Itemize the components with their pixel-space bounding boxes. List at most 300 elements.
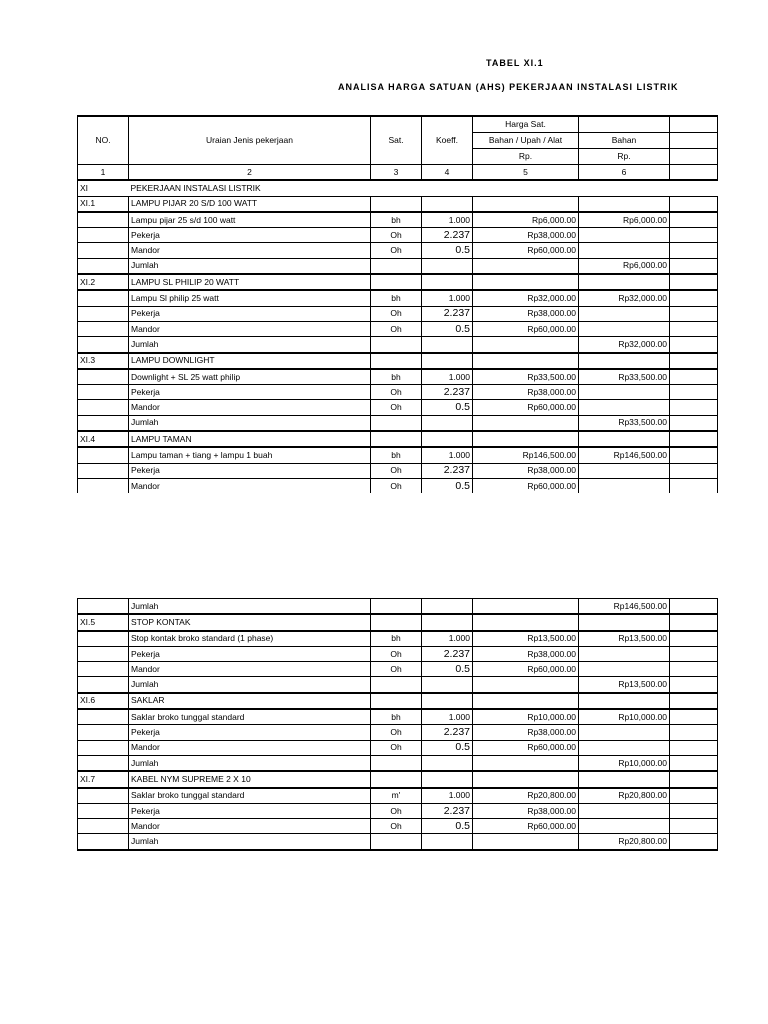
item-uraian: Pekerja: [129, 646, 371, 661]
item-sat: Oh: [371, 400, 422, 415]
item-uraian: Stop kontak broko standard (1 phase): [129, 631, 371, 647]
item-sat: m': [371, 788, 422, 804]
table-row: [78, 400, 718, 415]
item-koef: 2.237: [422, 646, 473, 661]
jumlah-row: [78, 337, 718, 353]
jumlah-total: Rp33,500.00: [579, 415, 670, 431]
header-empty: [579, 116, 670, 133]
empty-cell: [371, 677, 422, 693]
item-bahan: [579, 725, 670, 740]
col-num: 4: [422, 165, 473, 181]
empty-cell: [670, 321, 718, 336]
empty-cell: [78, 755, 129, 771]
empty-cell: [78, 290, 129, 306]
table-row: [78, 725, 718, 740]
table-row: [78, 447, 718, 463]
empty-cell: [78, 599, 129, 615]
jumlah-total: Rp10,000.00: [579, 755, 670, 771]
item-harga: Rp6,000.00: [473, 212, 579, 228]
empty-cell: [670, 400, 718, 415]
empty-cell: [371, 771, 422, 787]
empty-cell: [422, 337, 473, 353]
empty-cell: [422, 258, 473, 274]
col-num: 2: [129, 165, 371, 181]
empty-cell: [78, 415, 129, 431]
header-sat: Sat.: [371, 116, 422, 165]
empty-cell: [670, 447, 718, 463]
empty-cell: [473, 274, 579, 290]
jumlah-label: Jumlah: [129, 599, 371, 615]
item-bahan: Rp10,000.00: [579, 709, 670, 725]
item-bahan: [579, 740, 670, 755]
jumlah-label: Jumlah: [129, 258, 371, 274]
empty-cell: [670, 274, 718, 290]
group-label: SAKLAR: [129, 693, 371, 709]
item-bahan: Rp20,800.00: [579, 788, 670, 804]
empty-cell: [670, 725, 718, 740]
header-uraian: Uraian Jenis pekerjaan: [129, 116, 371, 165]
item-sat: Oh: [371, 662, 422, 677]
group-header-row: [78, 274, 718, 290]
empty-cell: [579, 274, 670, 290]
empty-cell: [670, 662, 718, 677]
item-koef: 2.237: [422, 725, 473, 740]
item-bahan: [579, 321, 670, 336]
item-sat: Oh: [371, 321, 422, 336]
col-num: 5: [473, 165, 579, 181]
item-uraian: Lampu pijar 25 s/d 100 watt: [129, 212, 371, 228]
item-sat: bh: [371, 212, 422, 228]
empty-cell: [371, 755, 422, 771]
empty-cell: [371, 599, 422, 615]
empty-cell: [473, 834, 579, 850]
empty-cell: [670, 463, 718, 478]
item-bahan: Rp33,500.00: [579, 369, 670, 385]
empty-cell: [670, 819, 718, 834]
item-harga: Rp60,000.00: [473, 740, 579, 755]
group-no: XI.7: [78, 771, 129, 787]
jumlah-row: [78, 755, 718, 771]
item-bahan: Rp13,500.00: [579, 631, 670, 647]
item-harga: Rp38,000.00: [473, 228, 579, 243]
empty-cell: [670, 212, 718, 228]
item-sat: bh: [371, 631, 422, 647]
item-uraian: Mandor: [129, 662, 371, 677]
item-sat: bh: [371, 290, 422, 306]
empty-cell: [473, 693, 579, 709]
item-koef: 2.237: [422, 803, 473, 818]
item-harga: Rp60,000.00: [473, 400, 579, 415]
empty-cell: [670, 709, 718, 725]
empty-cell: [422, 755, 473, 771]
empty-cell: [473, 771, 579, 787]
table-row: [78, 290, 718, 306]
empty-cell: [78, 740, 129, 755]
empty-cell: [670, 478, 718, 493]
empty-cell: [473, 196, 579, 212]
empty-cell: [670, 740, 718, 755]
table-row: [78, 646, 718, 661]
item-harga: Rp20,800.00: [473, 788, 579, 804]
empty-cell: [371, 274, 422, 290]
item-harga: Rp10,000.00: [473, 709, 579, 725]
jumlah-label: Jumlah: [129, 755, 371, 771]
empty-cell: [670, 803, 718, 818]
item-bahan: [579, 385, 670, 400]
table-row: [78, 243, 718, 258]
empty-cell: [78, 228, 129, 243]
item-uraian: Pekerja: [129, 385, 371, 400]
item-koef: 2.237: [422, 385, 473, 400]
item-bahan: [579, 400, 670, 415]
empty-cell: [670, 631, 718, 647]
empty-cell: [422, 274, 473, 290]
item-sat: Oh: [371, 478, 422, 493]
section-no: XI: [78, 180, 129, 196]
item-koef: 2.237: [422, 306, 473, 321]
item-sat: Oh: [371, 228, 422, 243]
table-row: [78, 385, 718, 400]
empty-cell: [422, 834, 473, 850]
group-label: LAMPU SL PHILIP 20 WATT: [129, 274, 371, 290]
table-page-1: [77, 115, 691, 492]
empty-cell: [78, 803, 129, 818]
group-no: XI.2: [78, 274, 129, 290]
empty-cell: [422, 599, 473, 615]
item-bahan: [579, 478, 670, 493]
jumlah-total: Rp146,500.00: [579, 599, 670, 615]
empty-cell: [422, 614, 473, 630]
group-label: LAMPU PIJAR 20 S/D 100 WATT: [129, 196, 371, 212]
empty-cell: [670, 755, 718, 771]
item-harga: Rp60,000.00: [473, 819, 579, 834]
header-harga-sat: Harga Sat.: [473, 116, 579, 133]
empty-cell: [78, 463, 129, 478]
item-sat: Oh: [371, 740, 422, 755]
col-num: 6: [579, 165, 670, 181]
item-koef: 0.5: [422, 243, 473, 258]
header-rp-harga: Rp.: [473, 149, 579, 165]
item-bahan: [579, 646, 670, 661]
item-sat: Oh: [371, 385, 422, 400]
group-no: XI.3: [78, 353, 129, 369]
empty-cell: [473, 337, 579, 353]
empty-cell: [78, 819, 129, 834]
empty-cell: [670, 369, 718, 385]
item-sat: Oh: [371, 243, 422, 258]
table-row: [78, 228, 718, 243]
group-header-row: [78, 353, 718, 369]
jumlah-total: Rp13,500.00: [579, 677, 670, 693]
group-header-row: [78, 693, 718, 709]
item-harga: Rp38,000.00: [473, 463, 579, 478]
empty-cell: [579, 693, 670, 709]
jumlah-row: [78, 834, 718, 850]
jumlah-total: Rp6,000.00: [579, 258, 670, 274]
empty-cell: [670, 788, 718, 804]
empty-cell: [422, 353, 473, 369]
item-koef: 1.000: [422, 290, 473, 306]
empty-cell: [78, 677, 129, 693]
item-harga: Rp13,500.00: [473, 631, 579, 647]
empty-cell: [670, 290, 718, 306]
header-koef: Koeff.: [422, 116, 473, 165]
ahs-table-part-1: [77, 115, 718, 493]
item-bahan: [579, 662, 670, 677]
item-sat: Oh: [371, 306, 422, 321]
empty-cell: [670, 834, 718, 850]
item-uraian: Pekerja: [129, 228, 371, 243]
jumlah-total: Rp32,000.00: [579, 337, 670, 353]
empty-cell: [422, 196, 473, 212]
item-sat: Oh: [371, 819, 422, 834]
item-bahan: Rp146,500.00: [579, 447, 670, 463]
item-harga: Rp38,000.00: [473, 646, 579, 661]
empty-cell: [371, 353, 422, 369]
item-bahan: [579, 243, 670, 258]
empty-cell: [473, 431, 579, 447]
empty-cell: [78, 478, 129, 493]
empty-cell: [579, 196, 670, 212]
item-uraian: Mandor: [129, 478, 371, 493]
empty-cell: [579, 353, 670, 369]
empty-cell: [670, 646, 718, 661]
empty-cell: [670, 243, 718, 258]
table-row: [78, 709, 718, 725]
item-sat: Oh: [371, 725, 422, 740]
empty-cell: [579, 614, 670, 630]
empty-cell: [78, 306, 129, 321]
empty-cell: [473, 415, 579, 431]
item-bahan: [579, 228, 670, 243]
table-row: [78, 740, 718, 755]
item-koef: 2.237: [422, 228, 473, 243]
empty-cell: [78, 709, 129, 725]
item-sat: Oh: [371, 463, 422, 478]
empty-cell: [670, 228, 718, 243]
item-harga: Rp38,000.00: [473, 306, 579, 321]
empty-cell: [78, 447, 129, 463]
table-row: [78, 463, 718, 478]
empty-cell: [473, 599, 579, 615]
item-koef: 2.237: [422, 463, 473, 478]
empty-cell: [78, 725, 129, 740]
jumlah-label: Jumlah: [129, 415, 371, 431]
item-bahan: [579, 803, 670, 818]
item-uraian: Downlight + SL 25 watt philip: [129, 369, 371, 385]
empty-cell: [371, 834, 422, 850]
table-subtitle: ANALISA HARGA SATUAN (AHS) PEKERJAAN INSTALASI LISTRIK: [338, 82, 679, 92]
empty-cell: [473, 258, 579, 274]
table-row: [78, 631, 718, 647]
item-harga: Rp60,000.00: [473, 321, 579, 336]
empty-cell: [422, 415, 473, 431]
item-sat: Oh: [371, 646, 422, 661]
item-koef: 0.5: [422, 478, 473, 493]
group-header-row: [78, 614, 718, 630]
empty-cell: [579, 771, 670, 787]
item-uraian: Pekerja: [129, 725, 371, 740]
empty-cell: [371, 614, 422, 630]
item-harga: Rp38,000.00: [473, 725, 579, 740]
empty-cell: [78, 631, 129, 647]
empty-cell: [670, 353, 718, 369]
empty-cell: [579, 431, 670, 447]
empty-cell: [670, 771, 718, 787]
empty-cell: [371, 196, 422, 212]
empty-cell: [670, 431, 718, 447]
empty-cell: [422, 431, 473, 447]
table-title: TABEL XI.1: [486, 58, 544, 68]
empty-cell: [78, 646, 129, 661]
empty-cell: [422, 693, 473, 709]
table-row: [78, 819, 718, 834]
item-koef: 0.5: [422, 662, 473, 677]
item-uraian: Pekerja: [129, 803, 371, 818]
empty-cell: [473, 353, 579, 369]
item-harga: Rp60,000.00: [473, 478, 579, 493]
empty-cell: [670, 258, 718, 274]
item-koef: 1.000: [422, 788, 473, 804]
empty-cell: [78, 321, 129, 336]
table-row: [78, 803, 718, 818]
empty-cell: [78, 662, 129, 677]
empty-cell: [371, 415, 422, 431]
header-bahan: Bahan: [579, 133, 670, 149]
jumlah-label: Jumlah: [129, 337, 371, 353]
header-no: NO.: [78, 116, 129, 165]
item-uraian: Mandor: [129, 740, 371, 755]
item-uraian: Mandor: [129, 819, 371, 834]
empty-cell: [371, 337, 422, 353]
item-bahan: Rp32,000.00: [579, 290, 670, 306]
item-harga: Rp60,000.00: [473, 662, 579, 677]
empty-cell: [371, 693, 422, 709]
table-row: [78, 662, 718, 677]
item-sat: bh: [371, 447, 422, 463]
empty-cell: [78, 400, 129, 415]
item-koef: 1.000: [422, 447, 473, 463]
empty-cell: [473, 755, 579, 771]
empty-cell: [670, 337, 718, 353]
group-header-row: [78, 431, 718, 447]
empty-cell: [78, 369, 129, 385]
table-row: [78, 369, 718, 385]
item-koef: 0.5: [422, 819, 473, 834]
jumlah-row: [78, 677, 718, 693]
empty-cell: [473, 614, 579, 630]
item-harga: Rp32,000.00: [473, 290, 579, 306]
section-label: PEKERJAAN INSTALASI LISTRIK: [129, 180, 718, 196]
item-uraian: Mandor: [129, 243, 371, 258]
item-uraian: Saklar broko tunggal standard: [129, 709, 371, 725]
table-row: [78, 212, 718, 228]
item-sat: Oh: [371, 803, 422, 818]
empty-cell: [670, 599, 718, 615]
ahs-table-part-2: [77, 598, 718, 851]
table-row: [78, 478, 718, 493]
item-harga: Rp146,500.00: [473, 447, 579, 463]
empty-cell: [473, 677, 579, 693]
group-no: XI.5: [78, 614, 129, 630]
empty-cell: [422, 771, 473, 787]
jumlah-row: [78, 599, 718, 615]
empty-cell: [422, 677, 473, 693]
empty-cell: [78, 243, 129, 258]
empty-cell: [670, 693, 718, 709]
item-harga: Rp38,000.00: [473, 803, 579, 818]
empty-cell: [78, 788, 129, 804]
empty-cell: [670, 385, 718, 400]
item-harga: Rp33,500.00: [473, 369, 579, 385]
item-bahan: Rp6,000.00: [579, 212, 670, 228]
table-row: [78, 321, 718, 336]
table-row: [78, 788, 718, 804]
group-no: XI.1: [78, 196, 129, 212]
item-koef: 1.000: [422, 709, 473, 725]
group-no: XI.6: [78, 693, 129, 709]
empty-cell: [670, 614, 718, 630]
jumlah-label: Jumlah: [129, 834, 371, 850]
table-row: [78, 306, 718, 321]
empty-cell: [670, 415, 718, 431]
group-header-row: [78, 196, 718, 212]
item-uraian: Lampu taman + tiang + lampu 1 buah: [129, 447, 371, 463]
item-koef: 1.000: [422, 631, 473, 647]
empty-cell: [78, 212, 129, 228]
empty-cell: [78, 258, 129, 274]
table-page-2: [77, 598, 691, 846]
empty-cell: [78, 385, 129, 400]
header-bahan-upah-alat: Bahan / Upah / Alat: [473, 133, 579, 149]
group-no: XI.4: [78, 431, 129, 447]
jumlah-label: Jumlah: [129, 677, 371, 693]
group-label: STOP KONTAK: [129, 614, 371, 630]
item-sat: bh: [371, 369, 422, 385]
item-koef: 1.000: [422, 212, 473, 228]
item-bahan: [579, 463, 670, 478]
group-label: KABEL NYM SUPREME 2 X 10: [129, 771, 371, 787]
item-uraian: Saklar broko tunggal standard: [129, 788, 371, 804]
empty-cell: [371, 258, 422, 274]
item-bahan: [579, 306, 670, 321]
col-num: 3: [371, 165, 422, 181]
empty-cell: [78, 834, 129, 850]
jumlah-total: Rp20,800.00: [579, 834, 670, 850]
empty-cell: [371, 431, 422, 447]
item-koef: 0.5: [422, 740, 473, 755]
item-uraian: Lampu Sl philip 25 watt: [129, 290, 371, 306]
item-koef: 0.5: [422, 321, 473, 336]
item-harga: Rp60,000.00: [473, 243, 579, 258]
item-koef: 1.000: [422, 369, 473, 385]
empty-cell: [670, 677, 718, 693]
group-label: LAMPU DOWNLIGHT: [129, 353, 371, 369]
jumlah-row: [78, 415, 718, 431]
item-harga: Rp38,000.00: [473, 385, 579, 400]
jumlah-row: [78, 258, 718, 274]
item-sat: bh: [371, 709, 422, 725]
empty-cell: [670, 306, 718, 321]
item-uraian: Mandor: [129, 321, 371, 336]
item-uraian: Pekerja: [129, 463, 371, 478]
col-num: 1: [78, 165, 129, 181]
item-uraian: Pekerja: [129, 306, 371, 321]
group-header-row: [78, 771, 718, 787]
item-uraian: Mandor: [129, 400, 371, 415]
item-koef: 0.5: [422, 400, 473, 415]
header-rp-bahan: Rp.: [579, 149, 670, 165]
